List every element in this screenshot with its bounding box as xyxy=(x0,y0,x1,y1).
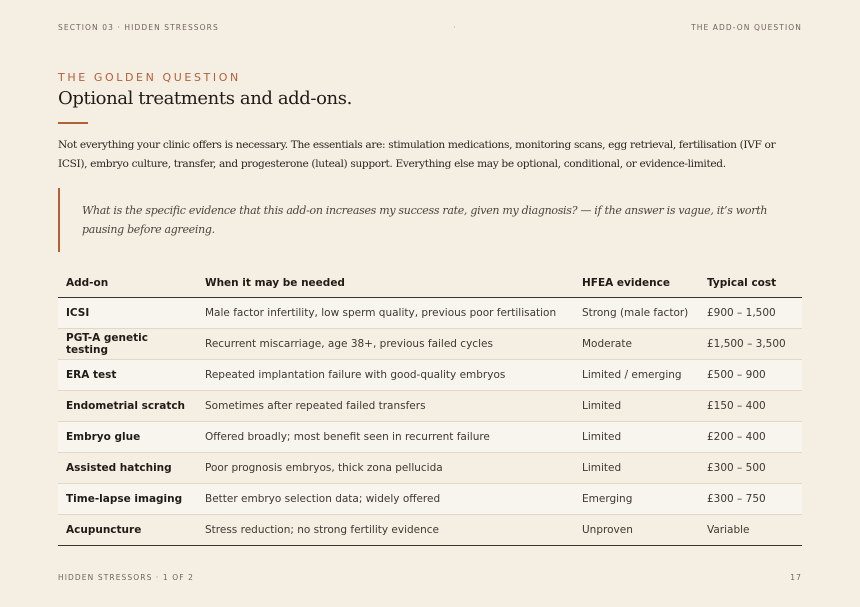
addon-evidence: Strong (male factor) xyxy=(574,298,699,329)
addon-evidence: Limited xyxy=(574,422,699,453)
pull-quote xyxy=(58,188,802,252)
footer-section-label: HIDDEN STRESSORS · 1 OF 2 xyxy=(58,573,195,582)
addon-name: Acupuncture xyxy=(58,515,197,546)
addon-when: Male factor infertility, low sperm quality, previous poor fertilisation xyxy=(197,298,574,329)
addon-cost: £150 – 400 xyxy=(699,391,802,422)
header-section-label: SECTION 03 · HIDDEN STRESSORS xyxy=(58,23,219,32)
table-row xyxy=(58,453,802,484)
addon-evidence: Moderate xyxy=(574,329,699,360)
addon-cost: £900 – 1,500 xyxy=(699,298,802,329)
header-topic-label: THE ADD-ON QUESTION xyxy=(691,23,802,32)
pull-quote-text: What is the specific evidence that this add-on increases my success rate, given my diagnosis? — if the answer is vague, it’s worth pausing before agreeing. xyxy=(82,204,768,236)
addon-when: Poor prognosis embryos, thick zona pellucida xyxy=(197,453,574,484)
addon-when: Recurrent miscarriage, age 38+, previous failed cycles xyxy=(197,329,574,360)
table-row xyxy=(58,298,802,329)
table-row xyxy=(58,360,802,391)
addon-cost: £300 – 750 xyxy=(699,484,802,515)
col-header-cost: Typical cost xyxy=(699,268,802,298)
addon-cost: £200 – 400 xyxy=(699,422,802,453)
col-header-addon: Add-on xyxy=(58,268,197,298)
addon-name: Endometrial scratch xyxy=(58,391,197,422)
section-eyebrow: THE GOLDEN QUESTION xyxy=(58,71,241,84)
addon-name: Assisted hatching xyxy=(58,453,197,484)
addon-evidence: Limited xyxy=(574,453,699,484)
title-accent-rule xyxy=(58,122,88,124)
addon-evidence: Emerging xyxy=(574,484,699,515)
addon-name: ERA test xyxy=(58,360,197,391)
header-separator: · xyxy=(453,23,457,32)
intro-paragraph: Not everything your clinic offers is necessary. The essentials are: stimulation medications, monitoring scans, egg retrieval, fertilisation (IVF or ICSI), embryo culture, transfer, and progesterone (luteal) support. Everything else may be optional, conditional, or evidence-limited. xyxy=(58,139,776,170)
addon-name: Embryo glue xyxy=(58,422,197,453)
table-row xyxy=(58,515,802,546)
running-header xyxy=(58,23,802,32)
addons-table xyxy=(58,268,802,546)
addon-when: Offered broadly; most benefit seen in recurrent failure xyxy=(197,422,574,453)
addon-cost: £1,500 – 3,500 xyxy=(699,329,802,360)
addon-when: Better embryo selection data; widely offered xyxy=(197,484,574,515)
addon-evidence: Limited xyxy=(574,391,699,422)
addon-cost: £500 – 900 xyxy=(699,360,802,391)
addon-name: PGT-A genetic testing xyxy=(58,329,197,360)
addon-cost: Variable xyxy=(699,515,802,546)
col-header-evidence: HFEA evidence xyxy=(574,268,699,298)
addon-name: ICSI xyxy=(58,298,197,329)
table-header-row xyxy=(58,268,802,298)
addon-when: Stress reduction; no strong fertility evidence xyxy=(197,515,574,546)
addon-when: Sometimes after repeated failed transfers xyxy=(197,391,574,422)
table-row xyxy=(58,391,802,422)
addon-evidence: Limited / emerging xyxy=(574,360,699,391)
addon-cost: £300 – 500 xyxy=(699,453,802,484)
page-title: Optional treatments and add-ons. xyxy=(58,88,352,109)
addon-name: Time-lapse imaging xyxy=(58,484,197,515)
addon-when: Repeated implantation failure with good-quality embryos xyxy=(197,360,574,391)
table-row xyxy=(58,422,802,453)
running-footer xyxy=(58,573,802,582)
col-header-when: When it may be needed xyxy=(197,268,574,298)
table-row xyxy=(58,329,802,360)
addon-evidence: Unproven xyxy=(574,515,699,546)
page-number: 17 xyxy=(790,573,802,582)
table-row xyxy=(58,484,802,515)
